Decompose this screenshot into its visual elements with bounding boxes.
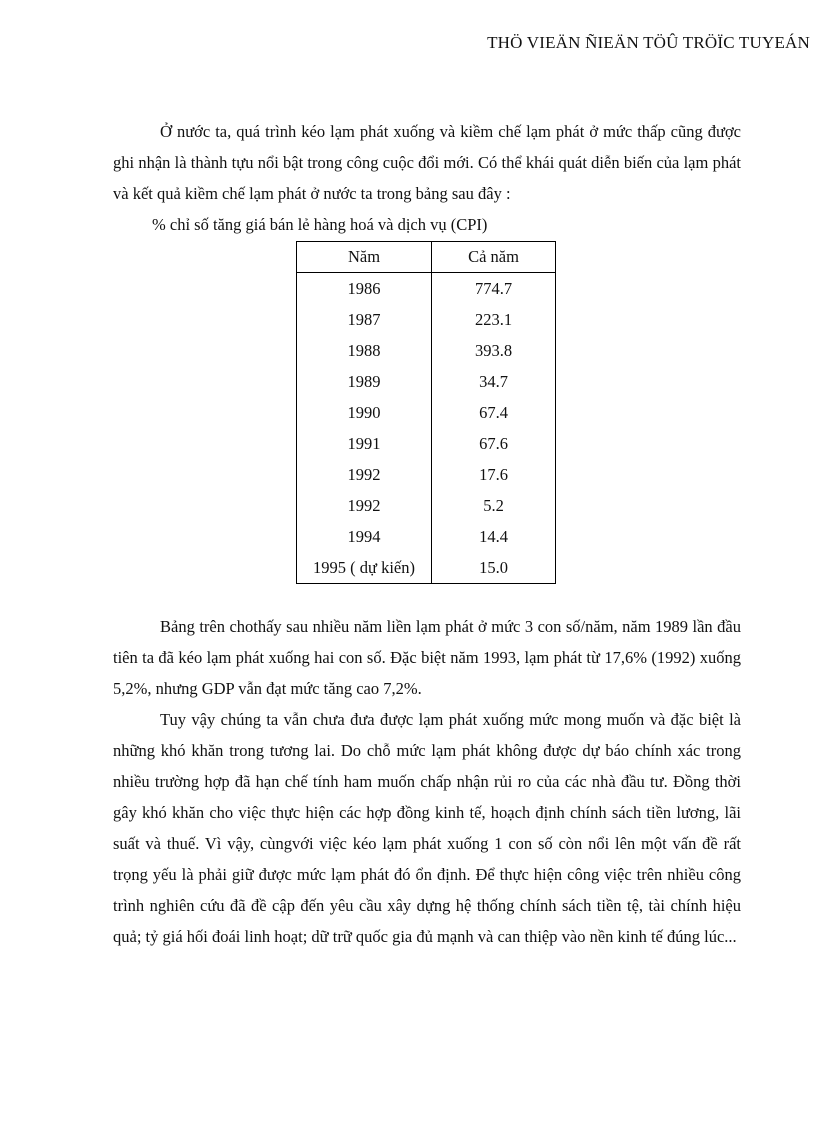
spacer [113, 584, 741, 611]
table-row [297, 428, 556, 459]
value-cell: 34.7 [432, 366, 556, 397]
year-cell: 1991 [297, 428, 432, 459]
column-header-year: Năm [297, 242, 432, 273]
table-caption: % chỉ số tăng giá bán lẻ hàng hoá và dịch vụ (CPI) [152, 215, 488, 234]
value-cell: 67.4 [432, 397, 556, 428]
table-row [297, 273, 556, 305]
table-row [297, 335, 556, 366]
value-cell: 774.7 [432, 273, 556, 305]
intro-paragraph: Ở nước ta, quá trình kéo lạm phát xuống và kiềm chế lạm phát ở mức thấp cũng được ghi nhận là thành tựu nổi bật trong công cuộc đổi mới. Có thể khái quát diễn biến của lạm phát và kết quả kiềm chế lạm phát ở nước ta trong bảng sau đây : [113, 122, 741, 203]
year-cell: 1986 [297, 273, 432, 305]
year-cell: 1987 [297, 304, 432, 335]
document-body [113, 116, 741, 952]
page-header: THÖ VIEÄN ÑIEÄN TÖÛ TRÖÏC TUYEÁN [487, 33, 810, 52]
year-cell: 1992 [297, 459, 432, 490]
year-cell: 1989 [297, 366, 432, 397]
year-cell: 1994 [297, 521, 432, 552]
value-cell: 5.2 [432, 490, 556, 521]
value-cell: 17.6 [432, 459, 556, 490]
value-cell: 393.8 [432, 335, 556, 366]
table-row [297, 490, 556, 521]
analysis-paragraph-1: Bảng trên chothấy sau nhiều năm liền lạm phát ở mức 3 con số/năm, năm 1989 lần đầu tiên ta đã kéo lạm phát xuống hai con số. Đặc biệt năm 1993, lạm phát từ 17,6% (1992) xuống 5,2%, nhưng GDP vẫn đạt mức tăng cao 7,2%. [113, 617, 741, 698]
year-cell: 1992 [297, 490, 432, 521]
value-cell: 67.6 [432, 428, 556, 459]
table-row [297, 459, 556, 490]
table-row [297, 397, 556, 428]
year-cell: 1995 ( dự kiến) [297, 552, 432, 584]
table-row [297, 366, 556, 397]
table-row [297, 521, 556, 552]
value-cell: 14.4 [432, 521, 556, 552]
cpi-table [296, 241, 556, 584]
year-cell: 1990 [297, 397, 432, 428]
value-cell: 15.0 [432, 552, 556, 584]
table-row [297, 304, 556, 335]
table-header-row [297, 242, 556, 273]
year-cell: 1988 [297, 335, 432, 366]
value-cell: 223.1 [432, 304, 556, 335]
column-header-value: Cả năm [432, 242, 556, 273]
table-row [297, 552, 556, 584]
analysis-paragraph-2: Tuy vậy chúng ta vẫn chưa đưa được lạm phát xuống mức mong muốn và đặc biệt là những khó khăn trong tương lai. Do chỗ mức lạm phát không được dự báo chính xác trong nhiều trường hợp đã hạn chế tính ham muốn chấp nhận rủi ro của các nhà đầu tư. Đồng thời gây khó khăn cho việc thực hiện các hợp đồng kinh tế, hoạch định chính sách tiền lương, lãi suất và thuế. Vì vậy, cùngvới việc kéo lạm phát xuống 1 con số còn nổi lên một vấn đề rất trọng yếu là phải giữ được mức lạm phát đó ổn định. Để thực hiện công việc trên nhiều công trình nghiên cứu đã đề cập đến yêu cầu xây dựng hệ thống chính sách tiền tệ, tài chính hiệu quả; tỷ giá hối đoái linh hoạt; dữ trữ quốc gia đủ mạnh và can thiệp vào nền kinh tế đúng lúc... [113, 710, 741, 946]
